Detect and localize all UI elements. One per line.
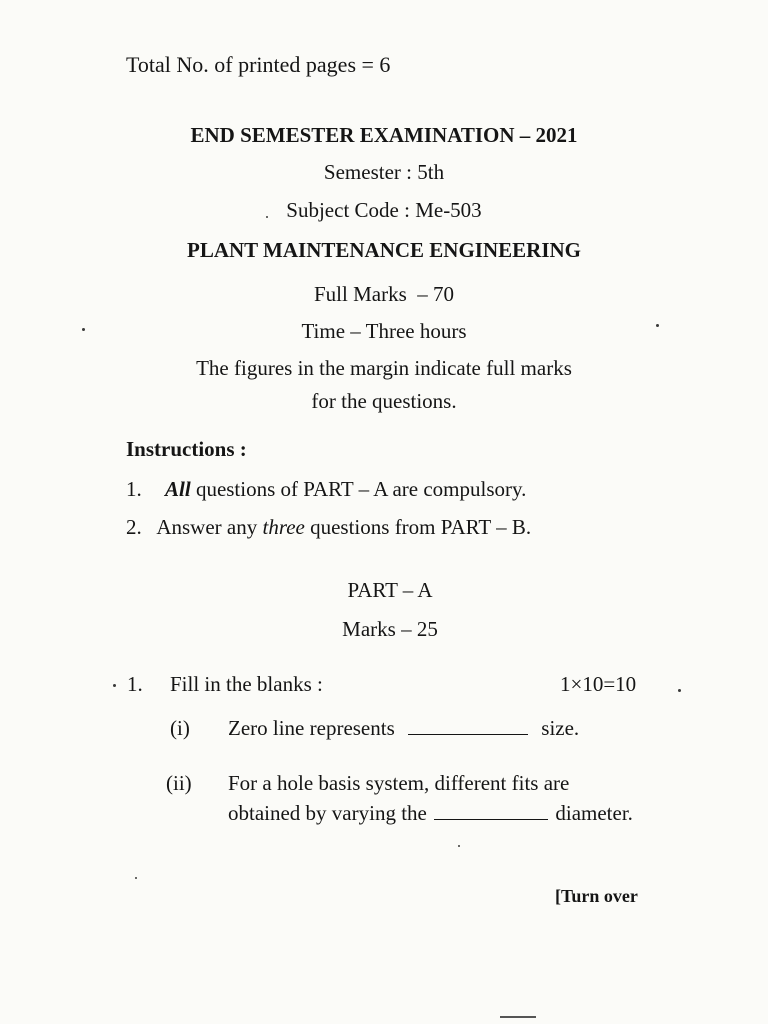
exam-title: END SEMESTER EXAMINATION – 2021	[190, 123, 578, 147]
sub-question-text-before-blank: Zero line represents	[228, 716, 395, 740]
subject-code: Subject Code : Me-503	[286, 198, 482, 222]
semester: Semester : 5th	[323, 160, 445, 184]
subject-title: PLANT MAINTENANCE ENGINEERING	[187, 238, 581, 262]
question-marks: 1×10=10	[560, 672, 637, 696]
scan-speck	[266, 216, 268, 218]
sub-question-number: (ii)	[166, 771, 192, 795]
scan-speck	[82, 328, 85, 331]
sub-question-text-after-blank: size.	[541, 716, 580, 740]
instruction-item	[126, 515, 531, 540]
sub-question-text-line1: For a hole basis system, different fits are	[228, 771, 570, 795]
sub-question-text	[228, 716, 579, 741]
marks-note-line2: for the questions.	[311, 389, 457, 413]
time-allowed: Time – Three hours	[301, 319, 467, 343]
part-a-title: PART – A	[347, 578, 433, 602]
scan-speck	[113, 684, 116, 687]
instruction-emphasis: All	[165, 477, 191, 501]
instruction-text: questions from PART – B.	[304, 515, 532, 539]
instruction-emphasis: three	[262, 515, 305, 539]
marks-note-line1: The figures in the margin indicate full marks	[196, 356, 572, 380]
sub-question-text-after-blank: diameter.	[555, 801, 633, 825]
scan-speck	[656, 324, 659, 327]
fill-blank	[434, 818, 548, 820]
scan-speck	[458, 845, 460, 847]
sub-question-text-line2	[228, 801, 633, 826]
part-a-marks: Marks – 25	[342, 617, 438, 641]
scan-speck	[135, 877, 137, 879]
scan-speck	[678, 689, 681, 692]
printed-pages-count: Total No. of printed pages = 6	[126, 52, 391, 77]
instructions-heading: Instructions :	[126, 437, 247, 461]
instruction-number: 2.	[126, 515, 142, 539]
instruction-number: 1.	[126, 477, 142, 501]
full-marks: Full Marks – 70	[313, 282, 454, 306]
sub-question-number: (i)	[170, 716, 190, 740]
fill-blank	[408, 733, 528, 735]
turn-over-note: [Turn over	[555, 886, 638, 906]
sub-question-text-before-blank: obtained by varying the	[228, 801, 427, 825]
question-text: Fill in the blanks :	[170, 672, 323, 696]
instruction-text: questions of PART – A are compulsory.	[190, 477, 527, 501]
instruction-item	[126, 477, 526, 502]
instruction-text: Answer any	[156, 515, 263, 539]
question-number: 1.	[127, 672, 143, 696]
scan-mark	[500, 1016, 536, 1018]
